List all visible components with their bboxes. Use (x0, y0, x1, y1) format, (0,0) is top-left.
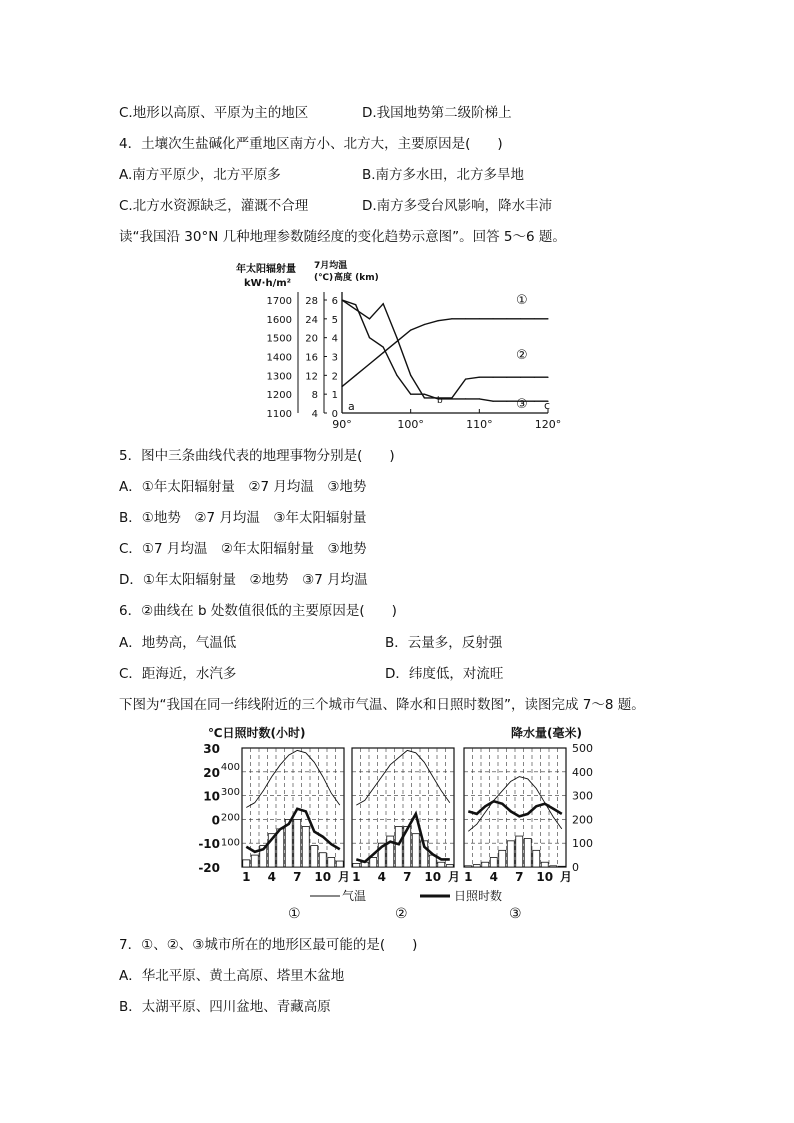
temp-tick: 28 (305, 296, 318, 307)
precipitation-bar (473, 865, 480, 867)
precipitation-tick: 200 (572, 813, 593, 827)
x-tick-label: 120° (534, 418, 562, 431)
month-tick: 1 (242, 870, 251, 884)
curve-label-1: ① (516, 293, 528, 308)
curve-1-point (506, 401, 507, 402)
height-tick: 3 (331, 352, 338, 364)
sunshine-tick: 400 (220, 761, 240, 773)
radiation-tick: 1100 (266, 409, 292, 420)
month-tick: 7 (515, 870, 524, 884)
curve-3-point (534, 318, 535, 319)
q5-stem: 5．图中三条曲线代表的地理事物分别是( ) (119, 448, 395, 464)
curve-3-point (341, 386, 342, 387)
temp-tick: 10 (203, 789, 220, 804)
radiation-axis-title: 年太阳辐射量 (236, 264, 296, 275)
sunshine-line (468, 801, 562, 816)
q6-stem: 6．②曲线在 b 处数值很低的主要原因是( ) (119, 603, 397, 619)
curve-3-point (369, 363, 370, 364)
curve-3-point (520, 318, 521, 319)
curve-2-point (410, 375, 411, 376)
precipitation-bar (243, 860, 250, 867)
temp-tick: 12 (305, 371, 318, 383)
q6-option-b: B．云量多，反射强 (385, 635, 503, 651)
precipitation-bar (533, 850, 540, 867)
precipitation-bar (482, 862, 489, 867)
q6-option-a: A．地势高，气温低 (119, 635, 237, 651)
q5-option-d: D．①年太阳辐射量 ②地势 ③7 月均温 (119, 572, 368, 588)
precipitation-bar (507, 841, 514, 867)
height-axis-title: 高度 (km) (334, 273, 379, 283)
month-tick: 10 (536, 870, 554, 884)
marker-b: b (437, 396, 443, 406)
precipitation-bar (336, 861, 343, 867)
curve-3-point (465, 318, 466, 319)
sunshine-tick: 200 (220, 812, 240, 824)
height-tick: 2 (331, 371, 338, 383)
precipitation-bar (490, 857, 497, 867)
precipitation-bar (319, 853, 326, 867)
month-tick: 10 (424, 870, 442, 884)
month-tick: 4 (489, 870, 498, 884)
curve-1-point (424, 394, 425, 395)
curve-label-3: ③ (516, 397, 528, 412)
month-tick: 1 (352, 870, 361, 884)
curve-2-point (534, 377, 535, 378)
height-tick: 1 (331, 390, 338, 402)
curve-2-point (355, 309, 356, 310)
precipitation-bar (251, 855, 258, 867)
x-tick-label: 110° (466, 418, 493, 431)
q4-option-d: D.南方多受台风影响，降水丰沛 (362, 198, 553, 214)
temp-tick: 20 (305, 333, 318, 345)
q7-stem: 7．①、②、③城市所在的地形区最可能的是( ) (119, 937, 418, 953)
curve-3-point (547, 318, 548, 319)
precipitation-bar (541, 862, 548, 867)
temp-tick: 8 (311, 390, 318, 402)
curve-1-point (465, 398, 466, 399)
curve-label-2: ② (516, 348, 528, 363)
height-tick: 4 (331, 333, 338, 345)
precipitation-tick: 500 (572, 742, 593, 755)
marker-c: c (544, 399, 551, 412)
marker-a: a (348, 400, 355, 413)
q4-option-b: B.南方多水田，北方多旱地 (362, 167, 525, 183)
figure-climate-charts (192, 722, 600, 922)
sunshine-tick: 100 (220, 837, 240, 849)
precipitation-bar (395, 827, 402, 867)
radiation-tick: 1700 (266, 296, 292, 307)
month-tick: 4 (267, 870, 276, 884)
radiation-tick: 1600 (266, 314, 292, 326)
panel-label-3: ③ (509, 906, 522, 922)
curve-3-point (410, 330, 411, 331)
curve-3-point (396, 341, 397, 342)
curve-1-point (369, 337, 370, 338)
curve-1-point (383, 346, 384, 347)
curve-2-point (492, 377, 493, 378)
q5-option-c: C．①7 月均温 ②年太阳辐射量 ③地势 (119, 541, 367, 557)
temp-tick: 0 (211, 813, 220, 828)
q3-option-c: C.地形以高原、平原为主的地区 (119, 105, 309, 121)
panel-label-2: ② (395, 906, 408, 922)
temp-tick: 30 (203, 742, 220, 756)
precipitation-bar (558, 866, 565, 867)
curve-1-point (492, 401, 493, 402)
precipitation-bar (277, 829, 284, 867)
curve-1-point (355, 304, 356, 305)
precipitation-bar (524, 838, 531, 867)
temp-axis-unit: (℃) (314, 273, 334, 283)
q4-option-c: C.北方水资源缺乏，灌溉不合理 (119, 198, 309, 214)
height-tick: 6 (331, 296, 338, 307)
curve-3-point (451, 318, 452, 319)
curve-3-point (424, 324, 425, 325)
q7-option-a: A．华北平原、黄土高原、塔里木盆地 (119, 968, 345, 984)
month-tick: 7 (403, 870, 412, 884)
curve-2-point (451, 397, 452, 398)
month-tick: 10 (314, 870, 332, 884)
radiation-tick: 1300 (266, 371, 292, 383)
intro-7-8: 下图为“我国在同一纬线附近的三个城市气温、降水和日照时数图”，读图完成 7～8 题。 (119, 697, 645, 713)
precipitation-bar (353, 863, 360, 867)
left-axis-title: ℃日照时数(小时) (208, 726, 306, 740)
curve-2-point (465, 379, 466, 380)
q7-option-b: B．太湖平原、四川盆地、青藏高原 (119, 999, 331, 1015)
precipitation-tick: 300 (572, 789, 593, 803)
month-unit: 月 (338, 870, 351, 884)
temp-tick: -10 (198, 837, 220, 852)
curve-3-point (479, 318, 480, 319)
month-unit: 月 (448, 870, 461, 884)
temp-tick: 16 (305, 352, 318, 364)
precipitation-tick: 100 (572, 837, 593, 851)
temp-tick: 24 (305, 314, 318, 326)
right-axis-title: 降水量(毫米) (511, 726, 582, 740)
panel-label-1: ① (288, 906, 301, 922)
curve-3-point (492, 318, 493, 319)
q5-option-a: A．①年太阳辐射量 ②7 月均温 ③地势 (119, 479, 367, 495)
radiation-tick: 1500 (266, 333, 292, 345)
curve-3-point (506, 318, 507, 319)
curve-2-point (424, 397, 425, 398)
curve-2-point (520, 377, 521, 378)
precipitation-bar (328, 857, 335, 867)
curve-2-point (506, 377, 507, 378)
curve-1-point (534, 401, 535, 402)
curve-2-point (383, 303, 384, 304)
curve-1-point (479, 398, 480, 399)
precipitation-bar (311, 846, 318, 867)
month-tick: 1 (464, 870, 473, 884)
height-tick: 5 (331, 314, 338, 326)
curve-3-point (438, 320, 439, 321)
curve-1-point (396, 375, 397, 376)
q6-option-c: C．距海近，水汽多 (119, 666, 237, 682)
temp-tick: 20 (203, 765, 220, 780)
temp-tick: -20 (198, 861, 220, 875)
precipitation-bar (446, 865, 453, 867)
x-tick-label: 100° (397, 418, 424, 431)
precipitation-bar (370, 857, 377, 867)
intro-5-6: 读“我国沿 30°N 几种地理参数随经度的变化趋势示意图”。回答 5～6 题。 (119, 229, 566, 245)
curve-2-point (369, 318, 370, 319)
precipitation-bar (302, 827, 309, 867)
q6-option-d: D．纬度低，对流旺 (385, 666, 504, 682)
figure-longitude-chart (230, 258, 570, 434)
x-tick-label: 90° (332, 418, 352, 431)
precipitation-bar (465, 866, 472, 867)
q4-stem: 4．土壤次生盐碱化严重地区南方小、北方大，主要原因是( ) (119, 136, 503, 152)
curve-2-point (341, 299, 342, 300)
precipitation-bar (499, 850, 506, 867)
curve-2-point (396, 337, 397, 338)
q5-option-b: B．①地势 ②7 月均温 ③年太阳辐射量 (119, 510, 367, 526)
height-tick: 0 (331, 409, 338, 420)
month-unit: 月 (560, 870, 573, 884)
curve-1-point (410, 394, 411, 395)
precipitation-tick: 0 (572, 861, 579, 874)
temp-axis-title: 7月均温 (314, 261, 348, 271)
precipitation-bar (412, 834, 419, 867)
month-tick: 4 (377, 870, 386, 884)
curve-2-point (547, 377, 548, 378)
radiation-axis-unit: kW·h/m² (244, 278, 292, 289)
precipitation-bar (550, 866, 557, 867)
precipitation-bar (294, 819, 301, 867)
q4-option-a: A.南方平原少，北方平原多 (119, 167, 281, 183)
precipitation-bar (438, 862, 445, 867)
precipitation-bar (516, 836, 523, 867)
precipitation-tick: 400 (572, 765, 593, 779)
month-tick: 7 (293, 870, 302, 884)
curve-3-point (383, 352, 384, 353)
temp-tick: 4 (311, 409, 318, 420)
radiation-tick: 1200 (266, 390, 292, 402)
q3-option-d: D.我国地势第二级阶梯上 (362, 105, 512, 121)
legend-temperature: 气温 (342, 889, 367, 903)
legend-sunshine: 日照时数 (454, 889, 503, 903)
sunshine-tick: 300 (220, 787, 240, 799)
curve-2-point (479, 377, 480, 378)
curve-3-point (355, 375, 356, 376)
radiation-tick: 1400 (266, 352, 292, 364)
